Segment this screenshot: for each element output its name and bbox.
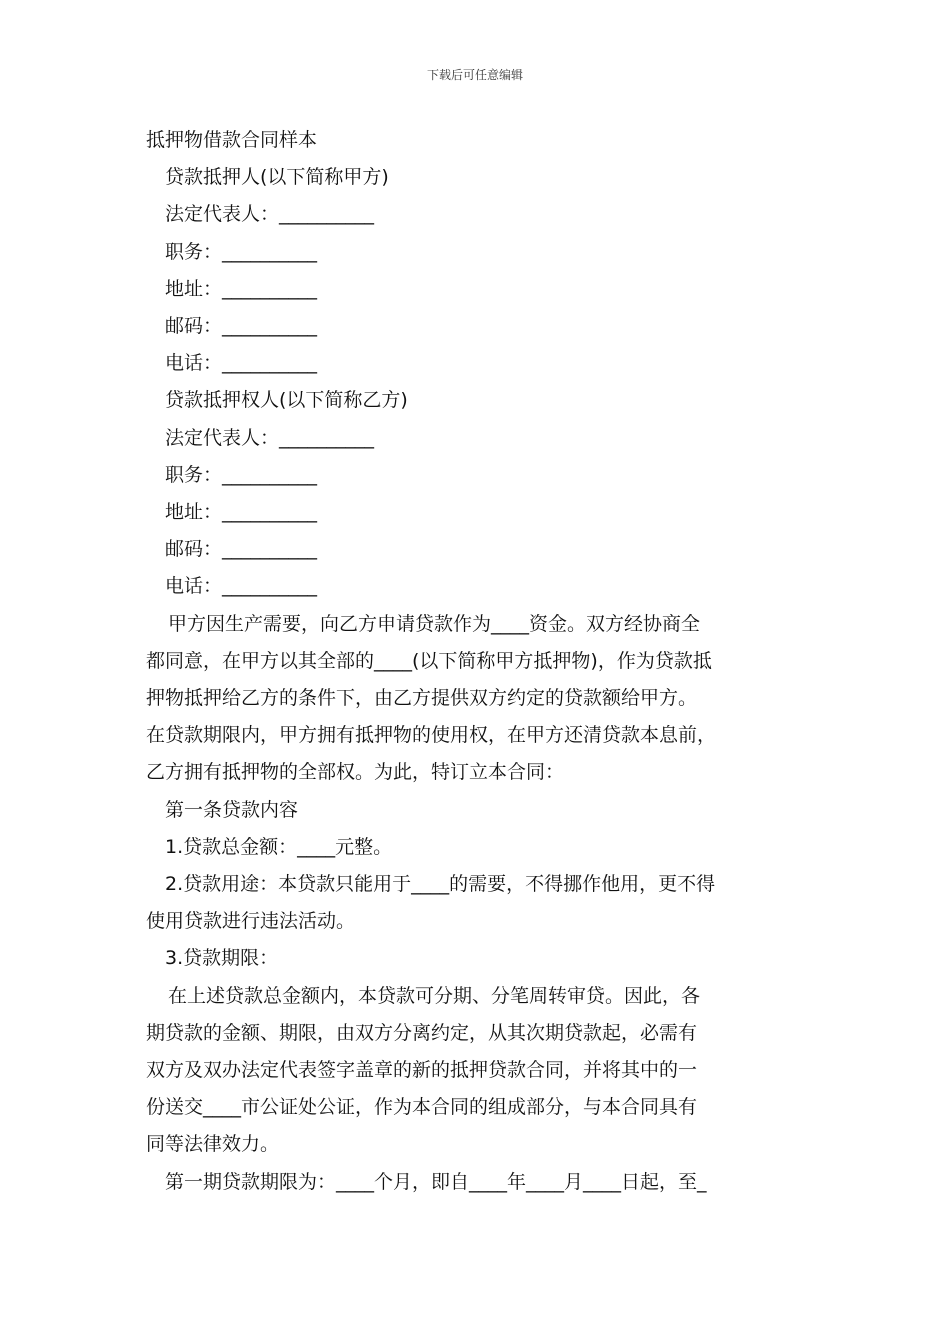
party-a-phone-field: 电话：__________ <box>165 352 318 375</box>
header-note: 下载后可任意编辑 <box>426 68 523 82</box>
party-b-heading: 贷款抵押权人(以下简称乙方) <box>165 389 408 412</box>
intro-paragraph <box>146 606 814 792</box>
article-1-item-1: 1.贷款总金额：____元整。 <box>165 835 393 858</box>
paragraph-line: 都同意，在甲方以其全部的____(以下简称甲方抵押物)，作为贷款抵 <box>146 649 712 672</box>
paragraph-line: 乙方拥有抵押物的全部权。为此，特订立本合同： <box>146 761 565 784</box>
article-1-item-3-paragraph <box>146 978 814 1164</box>
document-body <box>146 122 814 1201</box>
party-a-address-field: 地址：__________ <box>165 277 318 300</box>
paragraph-line: 押物抵押给乙方的条件下，由乙方提供双方约定的贷款额给甲方。 <box>146 687 698 710</box>
paragraph-line: 在贷款期限内，甲方拥有抵押物的使用权，在甲方还清贷款本息前， <box>146 724 717 747</box>
paragraph-line: 在上述贷款总金额内，本贷款可分期、分笔周转审贷。因此，各 <box>168 984 701 1007</box>
article-1-item-3: 3.贷款期限： <box>165 947 279 970</box>
paragraph-line: 双方及双办法定代表签字盖章的新的抵押贷款合同，并将其中的一 <box>146 1059 698 1082</box>
document-title: 抵押物借款合同样本 <box>146 129 318 151</box>
article-1-item-2 <box>146 866 814 940</box>
party-b-address-field: 地址：__________ <box>165 501 318 524</box>
paragraph-line: 2.贷款用途：本贷款只能用于____的需要，不得挪作他用，更不得 <box>165 873 716 896</box>
paragraph-line: 份送交____市公证处公证，作为本合同的组成部分，与本合同具有 <box>146 1096 698 1119</box>
party-b-postcode-field: 邮码：__________ <box>165 538 318 561</box>
party-a-rep-field: 法定代表人：__________ <box>165 203 375 226</box>
paragraph-line: 甲方因生产需要，向乙方申请贷款作为____资金。双方经协商全 <box>168 612 701 635</box>
article-1-heading: 第一条贷款内容 <box>165 798 299 821</box>
paragraph-line: 同等法律效力。 <box>146 1133 280 1156</box>
party-b-rep-field: 法定代表人：__________ <box>165 426 375 449</box>
article-1-term-1: 第一期贷款期限为：____个月，即自____年____月____日起，至_ <box>165 1170 707 1193</box>
party-a-position-field: 职务：__________ <box>165 240 318 263</box>
party-b-phone-field: 电话：__________ <box>165 575 318 598</box>
party-a-postcode-field: 邮码：__________ <box>165 315 318 338</box>
party-b-position-field: 职务：__________ <box>165 463 318 486</box>
party-a-heading: 贷款抵押人(以下简称甲方) <box>165 166 389 189</box>
paragraph-line: 期贷款的金额、期限，由双方分离约定，从其次期贷款起，必需有 <box>146 1021 698 1044</box>
paragraph-line: 使用贷款进行违法活动。 <box>146 910 356 933</box>
